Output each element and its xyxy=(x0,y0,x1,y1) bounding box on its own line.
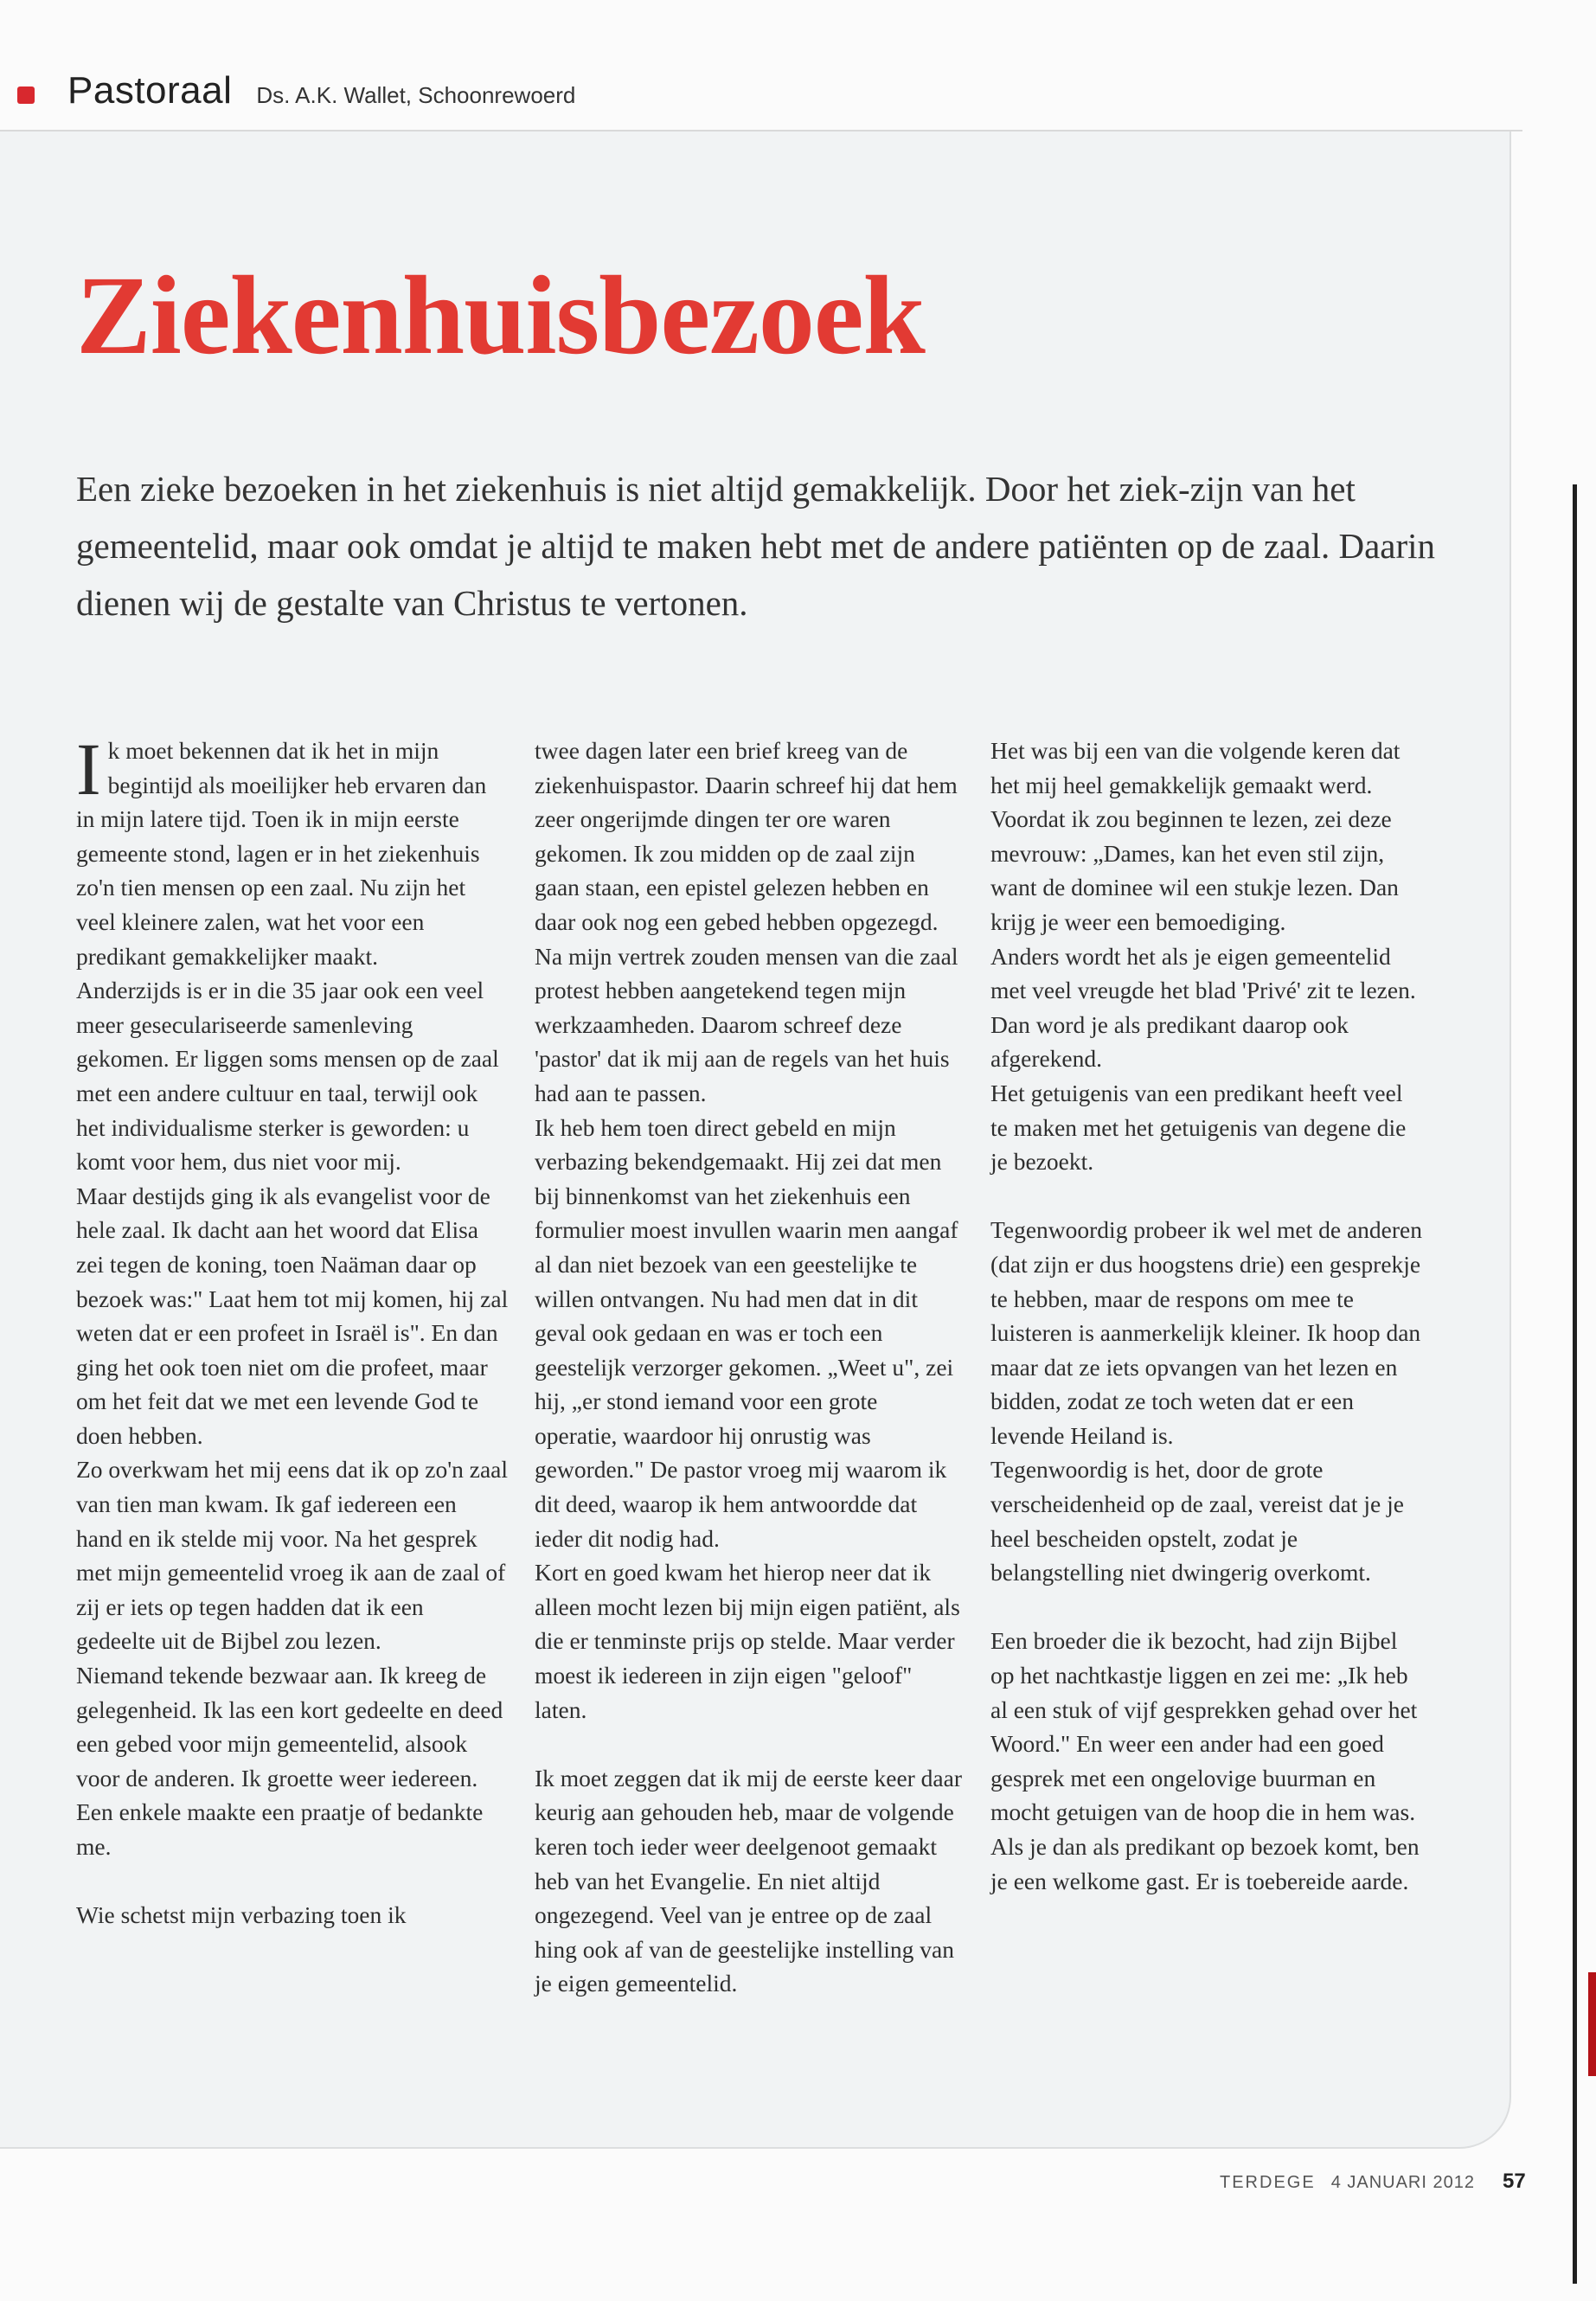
paragraph: Niemand tekende bezwaar aan. Ik kreeg de gelegenheid. Ik las een kort gedeelte en deed een gebed voor mijn gemeentelid, alsook voor de anderen. Ik groette weer iedereen. Een enkele maakte een praatje of bedankte me. xyxy=(76,1662,503,1860)
paragraph: Kort en goed kwam het hierop neer dat ik alleen mocht lezen bij mijn eigen patiënt, als die er tenminste prijs op stelde. Maar verder moest ik iedereen in zijn eigen "geloof" laten. xyxy=(535,1559,960,1723)
paragraph: Anders wordt het als je eigen gemeentelid met veel vreugde het blad 'Privé' zit te lezen. Dan word je als predikant daarop ook afgerekend. xyxy=(990,942,1416,1073)
paragraph: Een broeder die ik bezocht, had zijn Bijbel op het nachtkastje liggen en zei me: „Ik heb al een stuk of vijf gesprekken gehad over het Woord." En weer een ander had een goed gesprek met een ongelovige buurman en mocht getuigen van de hoop die in hem was. xyxy=(990,1627,1418,1826)
scan-edge-tab xyxy=(1588,1972,1596,2076)
page-header xyxy=(17,69,575,121)
paragraph: Tegenwoordig is het, door de grote verscheidenheid op de zaal, vereist dat je je heel bescheiden opstelt, zodat je belangstelling niet dwingerig overkomt. xyxy=(990,1456,1404,1586)
article-intro: Een zieke bezoeken in het ziekenhuis is niet altijd gemakkelijk. Door het ziek-zijn van het gemeentelid, maar ook omdat je altijd te maken hebt met de andere patiënten op de zaal. Daarin dienen wij de gestalte van Christus te vertonen. xyxy=(76,469,1436,623)
drop-cap: I xyxy=(76,727,101,811)
magazine-name: TERDEGE xyxy=(1220,2173,1316,2192)
article-title: Ziekenhuisbezoek xyxy=(76,253,925,378)
paragraph-text: k moet bekennen dat ik het in mijn begintijd als moeilijker heb ervaren dan in mijn latere tijd. Toen ik in mijn eerste gemeente stond, lagen er in het ziekenhuis zo'n tien mensen op een zaal. Nu zijn het veel kleinere zalen, wat het voor een predikant gemakkelijker maakt. xyxy=(76,737,487,970)
scan-edge-line xyxy=(1573,484,1577,2284)
page-footer xyxy=(1220,2170,1526,2194)
text-column-2 xyxy=(535,734,965,2001)
paragraph: twee dagen later een brief kreeg van de ziekenhuispastor. Daarin schreef hij dat hem zeer ongerijmde dingen ter ore waren gekomen. Ik zou midden op de zaal zijn gaan staan, een epistel gelezen hebben en daar ook nog een gebed hebben opgezegd. xyxy=(535,737,958,935)
paragraph xyxy=(76,727,509,973)
paragraph: Wie schetst mijn verbazing toen ik xyxy=(76,1901,407,1929)
paragraph: Ik moet zeggen dat ik mij de eerste keer daar keurig aan gehouden heb, maar de volgende keren toch ieder weer deelgenoot gemaakt heb van het Evangelie. En niet altijd ongezegend. Veel van je entree op de zaal hing ook af van de geestelijke instelling van je eigen gemeentelid. xyxy=(535,1764,963,1997)
paragraph: Na mijn vertrek zouden mensen van die zaal protest hebben aangetekend tegen mijn werkzaamheden. Daarom schreef deze 'pastor' dat ik mij aan de regels van het huis had aan te passen. xyxy=(535,942,958,1106)
issue-date: 4 JANUARI 2012 xyxy=(1330,2173,1475,2192)
text-column-1 xyxy=(76,727,509,1932)
paragraph: Anderzijds is er in die 35 jaar ook een veel meer geseculariseerde samenleving gekomen. Er liggen soms mensen op de zaal met een andere cultuur en taal, terwijl ook het individualisme sterker is geworden: u komt voor hem, dus niet voor mij. xyxy=(76,977,499,1176)
section-marker-icon xyxy=(17,87,35,104)
section-label: Pastoraal xyxy=(67,69,233,112)
page-number: 57 xyxy=(1502,2170,1526,2193)
author-byline: Ds. A.K. Wallet, Schoonrewoerd xyxy=(256,82,576,108)
paragraph: Ik heb hem toen direct gebeld en mijn verbazing bekendgemaakt. Hij zei dat men bij binnenkomst van het ziekenhuis een formulier moest invullen waarin men aangaf al dan niet bezoek van een geestelijke te willen ontvangen. Nu had men dat in dit geval ook gedaan en was er toch een geestelijk verzorger gekomen. „Weet u", zei hij, „er stond iemand voor een grote operatie, waardoor hij onrustig was geworden." De pastor vroeg mij waarom ik dit deed, waarop ik hem antwoordde dat ieder dit nodig had. xyxy=(535,1113,958,1552)
paragraph: Het was bij een van die volgende keren dat het mij heel gemakkelijk gemaakt werd. Voordat ik zou beginnen te lezen, zei deze mevrouw: „Dames, kan het even stil zijn, want de dominee wil een stukje lezen. Dan krijg je weer een bemoediging. xyxy=(990,737,1401,935)
paragraph: Als je dan als predikant op bezoek komt, ben je een welkome gast. Er is toebereide aarde. xyxy=(990,1833,1420,1894)
text-column-3 xyxy=(990,734,1423,1898)
paragraph: Het getuigenis van een predikant heeft veel te maken met het getuigenis van degene die je bezoekt. xyxy=(990,1079,1407,1176)
paragraph: Tegenwoordig probeer ik wel met de anderen (dat zijn er dus hoogstens drie) een gesprekje te hebben, maar de respons om mee te luisteren is aanmerkelijk kleiner. Ik hoop dan maar dat ze iets opvangen van het lezen en bidden, zodat ze toch weten dat er een levende Heiland is. xyxy=(990,1216,1422,1449)
paragraph: Maar destijds ging ik als evangelist voor de hele zaal. Ik dacht aan het woord dat Elisa zei tegen de koning, toen Naäman daar op bezoek was:" Laat hem tot mij komen, hij zal weten dat er een profeet in Israël is". En dan ging het ook toen niet om die profeet, maar om het feit dat we met een levende God te doen hebben. xyxy=(76,1182,509,1449)
paragraph: Zo overkwam het mij eens dat ik op zo'n zaal van tien man kwam. Ik gaf iedereen een hand en ik stelde mij voor. Na het gesprek met mijn gemeentelid vroeg ik aan de zaal of zij er iets op tegen hadden dat ik een gedeelte uit de Bijbel zou lezen. xyxy=(76,1456,509,1655)
